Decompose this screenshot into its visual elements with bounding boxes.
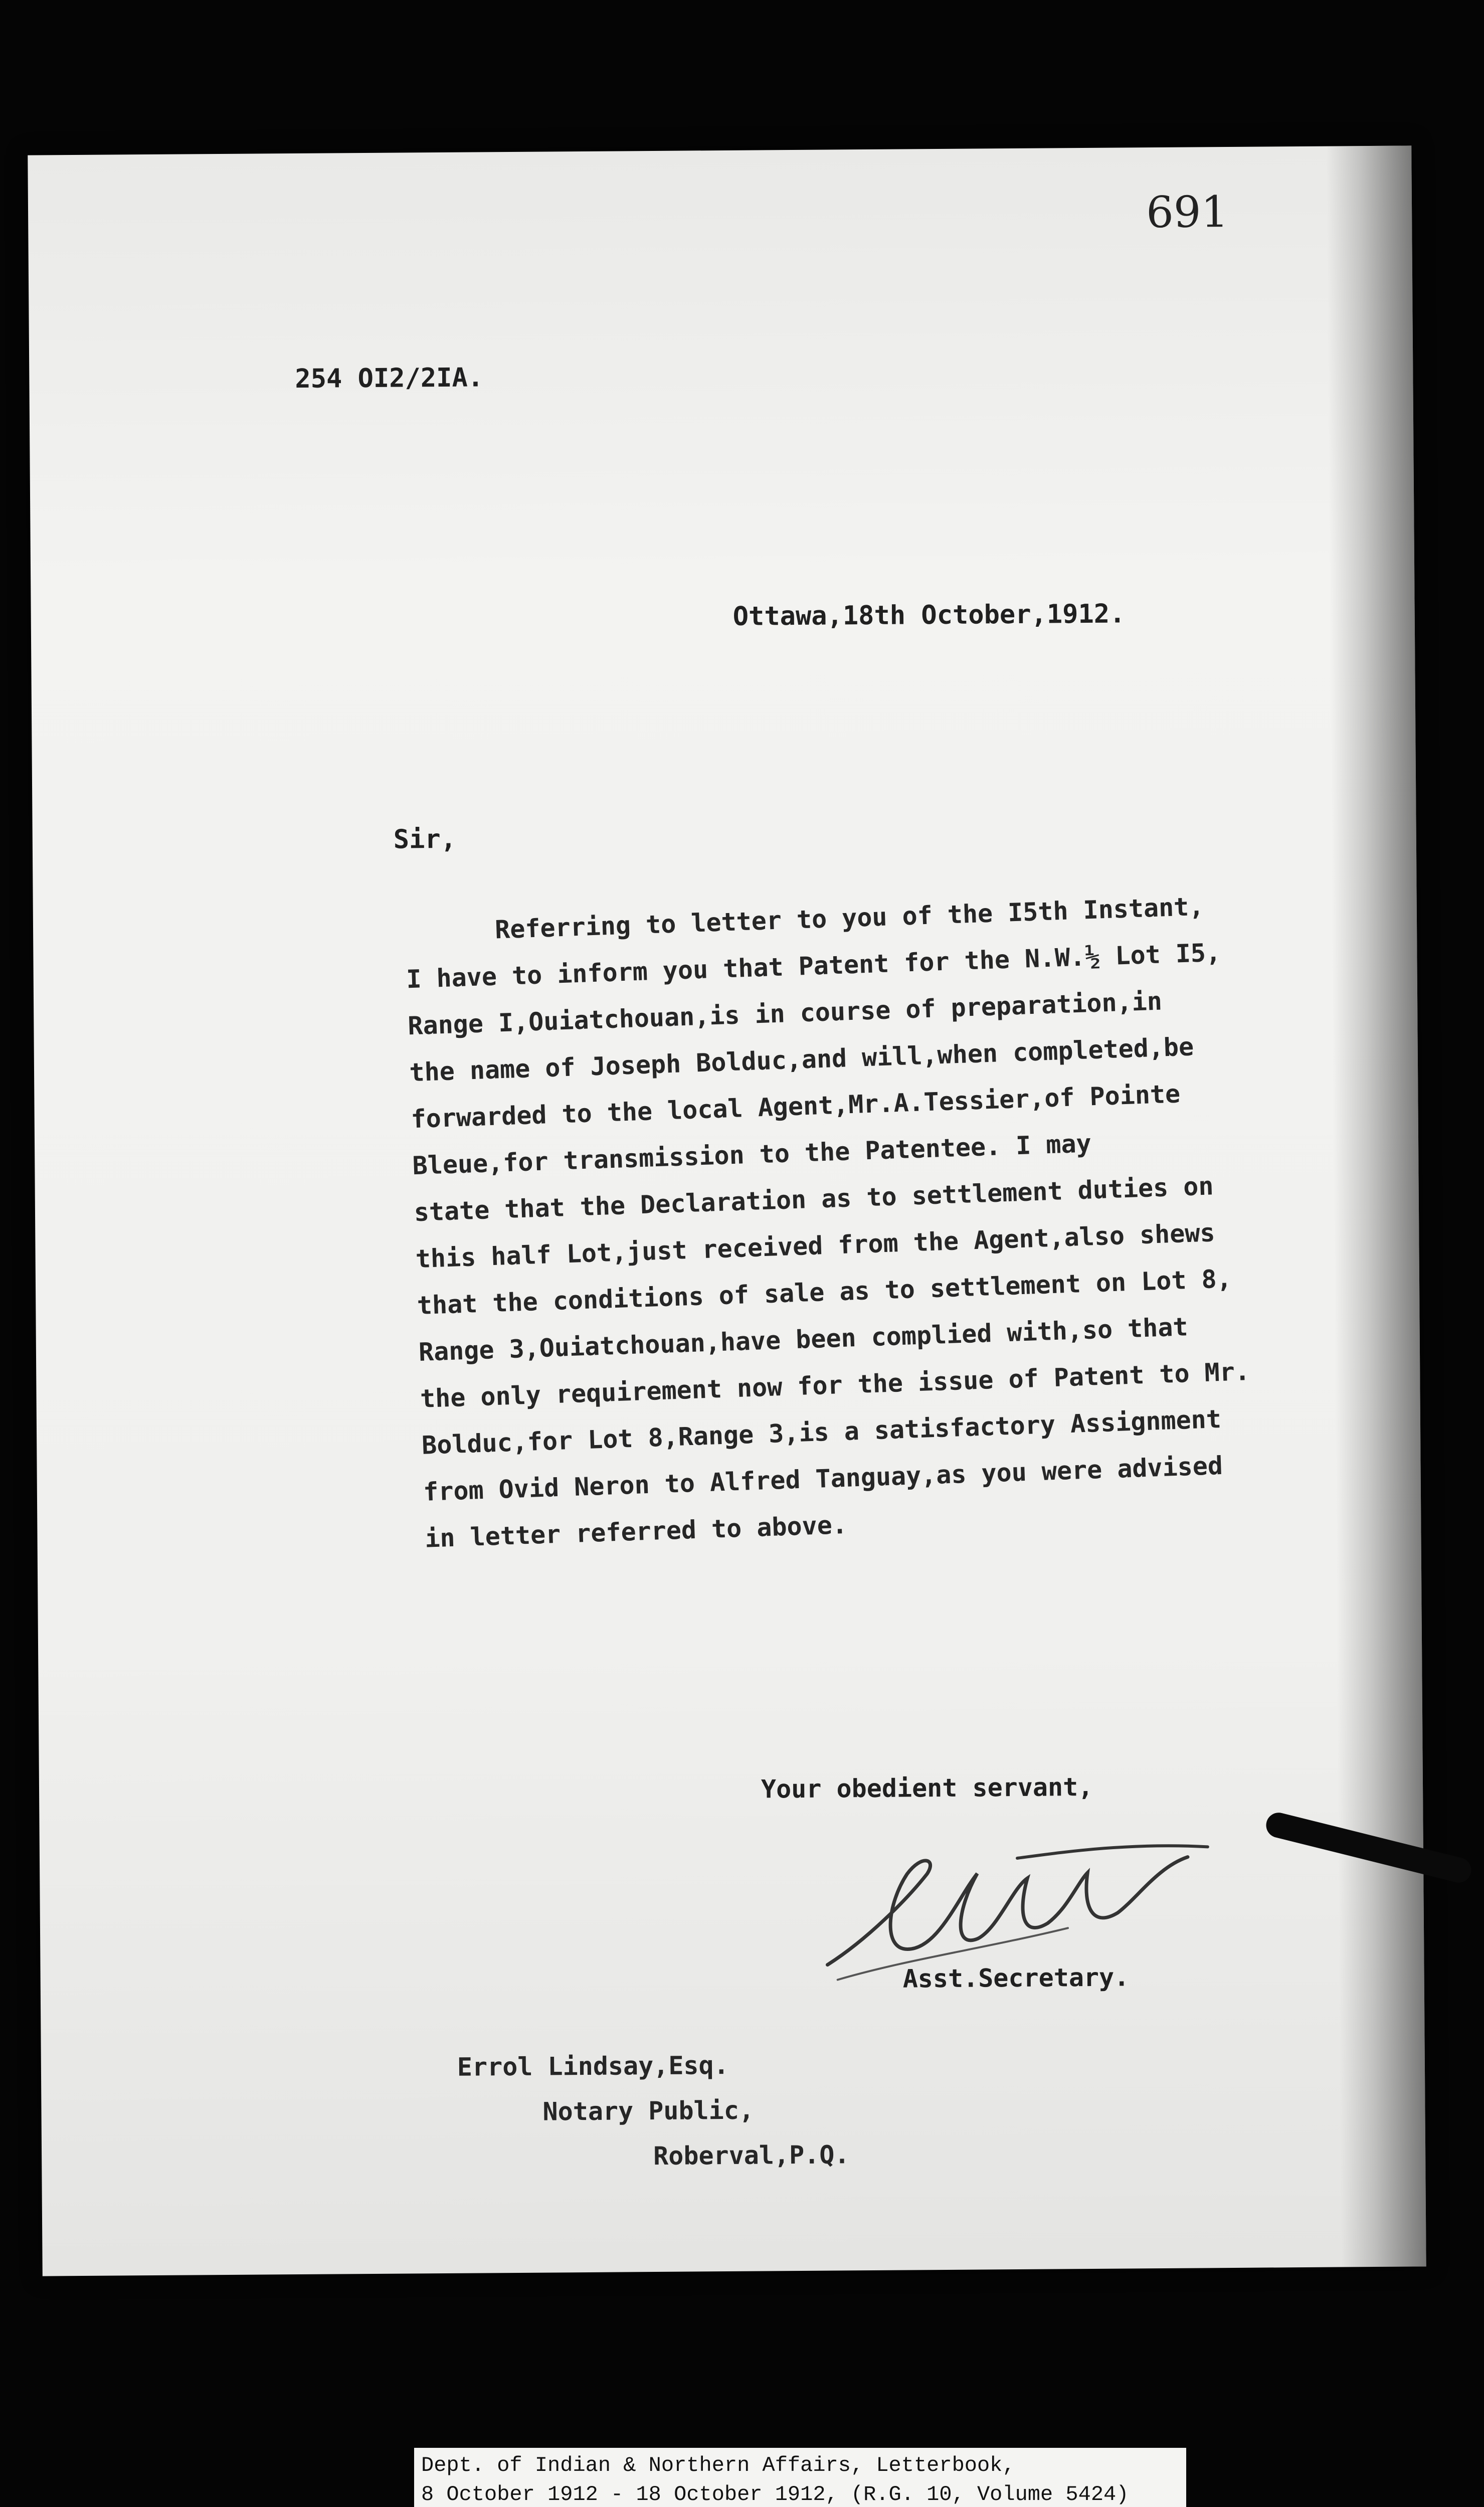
closing: Your obedient servant, (761, 1772, 1093, 1804)
body-line: I have to inform you that Patent for the N.W.½ Lot I5, (406, 938, 1222, 994)
body-line: forwarded to the local Agent,Mr.A.Tessier,of Pointe (410, 1079, 1181, 1134)
addressee-place: Roberval,P.Q. (653, 2140, 850, 2171)
body-line: Referring to letter to you of the I5th Instant, (494, 891, 1205, 945)
signatory-title: Asst.Secretary. (902, 1962, 1130, 1994)
page-number: 691 (1146, 187, 1229, 238)
letter-body (404, 878, 1378, 1562)
letter-page (28, 145, 1426, 2276)
addressee-name: Errol Lindsay,Esq. (457, 2051, 729, 2082)
archive-reference-label (414, 2448, 1186, 2507)
body-line: the name of Joseph Bolduc,and will,when completed,be (409, 1032, 1195, 1088)
body-line: Range 3,Ouiatchouan,have been complied with,so that (418, 1312, 1189, 1367)
label-line-1: Dept. of Indian & Northern Affairs, Letterbook, (421, 2453, 1015, 2477)
dateline: Ottawa,18th October,1912. (732, 599, 1126, 632)
body-line: from Ovid Neron to Alfred Tanguay,as you were advised (423, 1451, 1223, 1507)
body-line: this half Lot,just received from the Agent,also shews (415, 1218, 1216, 1274)
salutation: Sir, (393, 824, 457, 855)
body-line: the only requirement now for the issue of Patent to Mr. (420, 1357, 1250, 1413)
body-line: in letter referred to above. (424, 1510, 848, 1553)
body-line: Bolduc,for Lot 8,Range 3,is a satisfactory Assignment (421, 1404, 1222, 1460)
addressee-title: Notary Public, (542, 2095, 755, 2126)
body-line: that the conditions of sale as to settlement on Lot 8, (417, 1264, 1232, 1321)
body-line: Bleue,for transmission to the Patentee. I may (412, 1129, 1092, 1181)
label-line-2: 8 October 1912 - 18 October 1912, (R.G. 10, Volume 5424) (421, 2482, 1129, 2506)
body-line: state that the Declaration as to settlement duties on (413, 1171, 1214, 1227)
file-reference: 254 OI2/2IA. (295, 363, 484, 394)
body-line: Range I,Ouiatchouan,is in course of preparation,in (407, 986, 1163, 1041)
